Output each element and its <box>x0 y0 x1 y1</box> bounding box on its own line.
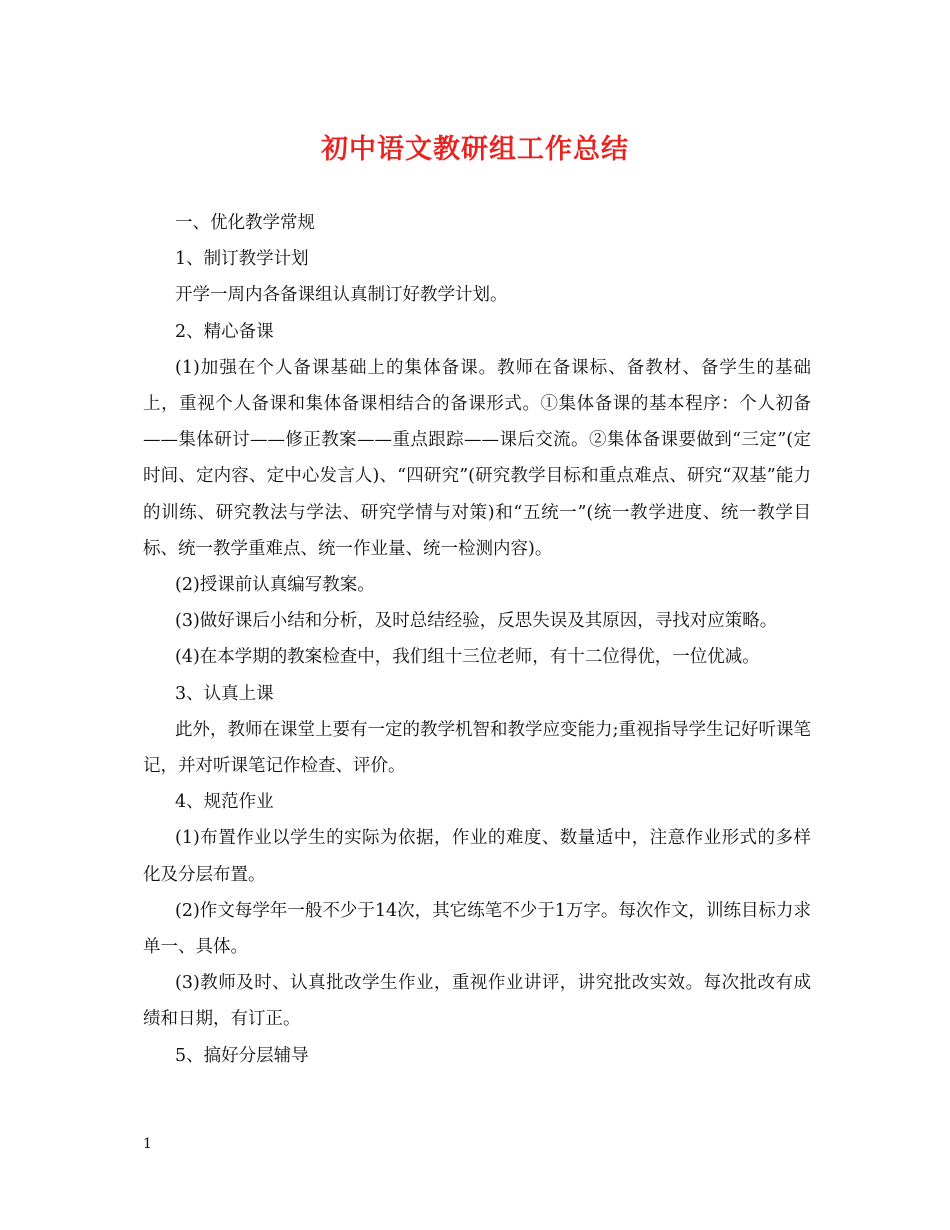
paragraph: 开学一周内各备课组认真制订好教学计划。 <box>175 285 508 306</box>
paragraph: (3)做好课后小结和分析，及时总结经验，反思失误及其原因，寻找对应策略。 <box>175 611 778 632</box>
subsection-heading: 4、规范作业 <box>175 792 274 813</box>
paragraph: (4)在本学期的教案检查中，我们组十三位老师，有十二位得优，一位优减。 <box>175 647 760 668</box>
paragraph: (1)加强在个人备课基础上的集体备课。教师在备课标、备教材、备学生的基础上，重视个人备课和集体备课相结合的备课形式。①集体备课的基本程序：个人初备——集体研讨——修正教案——重点跟踪——课后交流。②集体备课要做到“三定”(定时间、定内容、定中心发言人)、“四研究”(研究教学目标和重点难点、研究“双基”能力的训练、研究教法与学法、研究学情与对策)和“五统一”(统一教学进度、统一教学目标、统一教学重难点、统一作业量、统一检测内容)。 <box>143 357 811 559</box>
paragraph: (1)布置作业以学生的实际为依据，作业的难度、数量适中，注意作业形式的多样化及分层布置。 <box>143 828 811 885</box>
paragraph: 此外，教师在课堂上要有一定的教学机智和教学应变能力;重视指导学生记好听课笔记，并对听课笔记作检查、评价。 <box>143 719 811 777</box>
paragraph: (3)教师及时、认真批改学生作业，重视作业讲评，讲究批改实效。每次批改有成绩和日期，有订正。 <box>143 973 811 1030</box>
paragraph: (2)作文每学年一般不少于14次，其它练笔不少于1万字。每次作文，训练目标力求单一、具体。 <box>143 900 811 958</box>
subsection-heading: 2、精心备课 <box>175 321 274 342</box>
subsection-heading: 3、认真上课 <box>175 683 274 704</box>
subsection-heading: 5、搞好分层辅导 <box>175 1045 309 1066</box>
subsection-heading: 1、制订教学计划 <box>175 249 309 270</box>
page-number: 1 <box>143 1136 152 1152</box>
document-title: 初中语文教研组工作总结 <box>321 134 629 165</box>
document-body <box>143 205 811 1074</box>
paragraph: (2)授课前认真编写教案。 <box>175 575 375 596</box>
section-heading: 一、优化教学常规 <box>175 213 315 233</box>
